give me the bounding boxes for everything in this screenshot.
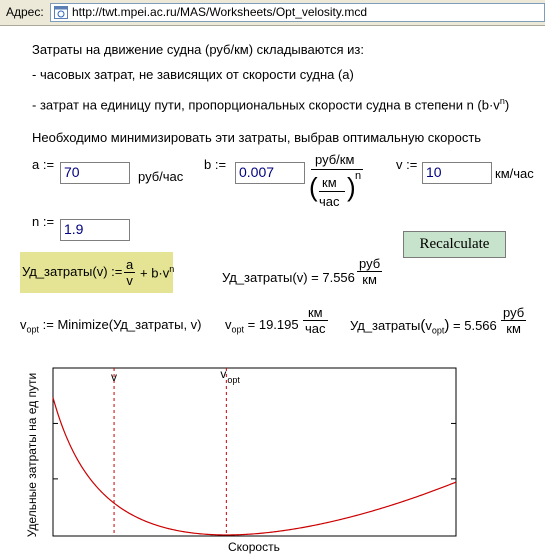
intro-line-3-sup: n: [499, 96, 505, 106]
param-n-label: n :=: [32, 214, 55, 229]
param-b-unit-den-bar: [319, 191, 345, 192]
vopt-v: v: [225, 317, 232, 332]
vopt-unit-num: км: [303, 305, 328, 321]
param-v-unit: км/час: [495, 166, 534, 181]
formula-rest-text: + b·v: [140, 265, 170, 281]
param-v-label: v :=: [396, 157, 418, 172]
param-b-unit: [309, 152, 365, 214]
minimize-v: v: [20, 317, 27, 332]
result2-unit-den: км: [506, 321, 521, 336]
param-a-unit: руб/час: [138, 169, 184, 184]
param-b-label: b :=: [204, 157, 227, 172]
chart-marker-vopt-label: v: [220, 367, 227, 381]
result-cost-at-v-unit: [357, 256, 382, 287]
result-cost-at-v: Уд_затраты(v) = 7.556: [222, 270, 355, 285]
result2-value: = 5.566: [453, 318, 497, 333]
intro-line-3-close: ): [504, 97, 510, 113]
address-input[interactable]: [50, 3, 545, 22]
chart-ylabel: Удельные затраты на ед пути: [25, 372, 39, 538]
formula-fraction: [124, 257, 135, 288]
formula-definition[interactable]: [20, 252, 173, 293]
vopt-unit: [303, 305, 328, 336]
param-b-unit-num: руб/км: [315, 152, 355, 167]
result2-unit: [501, 305, 526, 336]
param-b-unit-exp: n: [355, 170, 362, 182]
intro-line-3-text: - затрат на единицу пути, пропорциональных скорости судна в степени n (b·v: [32, 97, 500, 113]
result2-v: v: [425, 318, 432, 333]
param-a-input[interactable]: 70: [60, 162, 130, 184]
result2-sub: opt: [431, 325, 445, 336]
param-a-label: a :=: [32, 157, 55, 172]
result2-unit-num: руб: [503, 305, 525, 320]
address-bar: [0, 0, 545, 26]
minimize-v-sub: opt: [26, 324, 40, 335]
result-cost-at-vopt: [350, 317, 497, 336]
address-url: http://twt.mpei.ac.ru/MAS/Worksheets/Opt_velosity.mcd: [72, 5, 367, 19]
param-b-input[interactable]: 0.007: [235, 162, 305, 184]
minimize-rhs: := Minimize(Уд_затраты, v): [42, 317, 202, 332]
worksheet: [0, 26, 545, 555]
param-b-unit-den-den: час: [319, 194, 340, 209]
address-label: Адрес:: [6, 5, 44, 19]
minimize-expression: [20, 317, 202, 335]
param-b-unit-den-num: км: [322, 175, 337, 190]
result-cost-at-v-unit-num: руб: [359, 256, 381, 271]
result2-prefix: Уд_затраты: [350, 318, 421, 333]
vopt-result: [225, 317, 299, 335]
vopt-unit-den: час: [305, 321, 326, 336]
chart-marker-vopt-sub: opt: [227, 375, 240, 385]
web-page-icon: [54, 6, 68, 19]
result-cost-at-v-unit-den: км: [362, 272, 377, 287]
param-b-paren-open: (: [309, 172, 318, 202]
formula-rest: [140, 264, 174, 280]
formula-lhs: Уд_затраты(v) :=: [22, 264, 123, 279]
intro-line-4: Необходимо минимизировать эти затраты, выбрав оптимальную скорость: [32, 130, 482, 145]
formula-frac-num: a: [126, 257, 134, 272]
chart-frame: [53, 368, 456, 536]
formula-rest-sup: n: [169, 264, 175, 274]
chart-marker-v-label: v: [111, 370, 118, 384]
chart-ylabel-wrap: [22, 366, 40, 546]
formula-frac-den: v: [126, 273, 133, 288]
result2-paren-open: (: [420, 317, 426, 334]
chart-xlabel: Скорость: [228, 540, 280, 554]
param-v-input[interactable]: 10: [422, 162, 492, 184]
vopt-value: = 19.195: [247, 317, 299, 332]
vopt-sub: opt: [231, 324, 245, 335]
recalculate-button[interactable]: Recalculate: [403, 231, 506, 258]
param-b-paren-close: ): [347, 172, 356, 202]
cost-chart: [50, 366, 460, 538]
intro-line-3: [32, 96, 509, 112]
result2-paren-close: ): [444, 317, 450, 334]
param-n-input[interactable]: 1.9: [60, 219, 130, 241]
intro-line-1: Затраты на движение судна (руб/км) складываются из:: [32, 42, 365, 57]
intro-line-2: - часовых затрат, не зависящих от скорости судна (a): [32, 67, 354, 82]
